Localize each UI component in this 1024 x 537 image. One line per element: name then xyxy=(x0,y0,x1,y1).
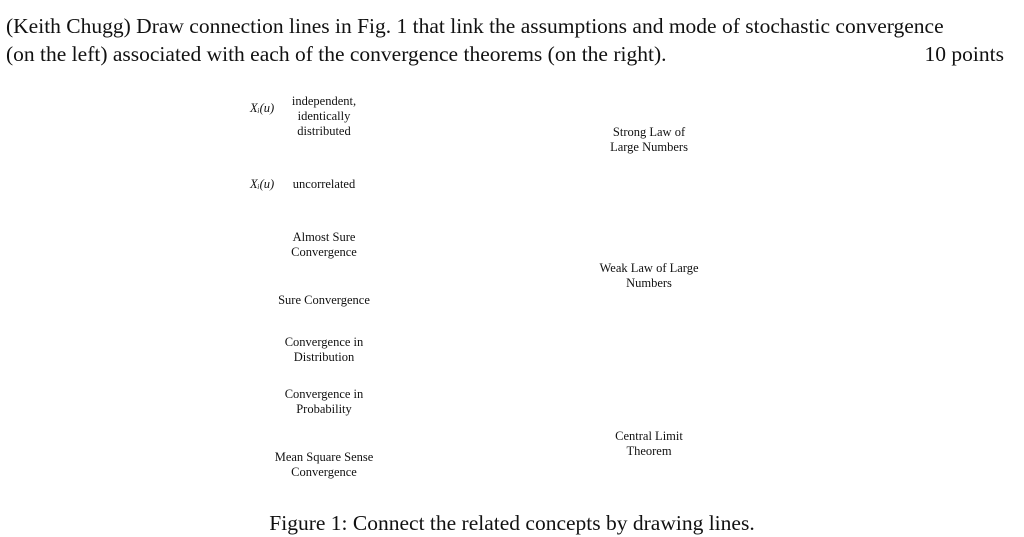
problem-text-line-2: (on the left) associated with each of the convergence theorems (on the right). xyxy=(6,42,667,66)
weak-law-of-large-numbers[interactable]: Weak Law of Large Numbers xyxy=(599,261,699,290)
uncorrelated-variable: Xᵢ(u) xyxy=(250,177,275,191)
convergence-in-distribution[interactable]: Convergence in Distribution xyxy=(284,335,364,364)
almost-sure-convergence[interactable]: Almost Sure Convergence xyxy=(291,230,357,259)
points-label: 10 points xyxy=(924,42,1004,66)
iid-assumption[interactable]: independent, identically distributed xyxy=(291,94,357,138)
uncorrelated-assumption[interactable]: uncorrelated xyxy=(292,177,356,191)
central-limit-theorem[interactable]: Central Limit Theorem xyxy=(615,429,683,458)
sure-convergence[interactable]: Sure Convergence xyxy=(278,293,370,307)
figure-caption: Figure 1: Connect the related concepts by drawing lines. xyxy=(269,511,755,535)
strong-law-of-large-numbers[interactable]: Strong Law of Large Numbers xyxy=(610,125,688,154)
convergence-in-probability[interactable]: Convergence in Probability xyxy=(284,387,364,416)
iid-variable: Xᵢ(u) xyxy=(250,101,275,115)
problem-text-line-1: (Keith Chugg) Draw connection lines in Fig. 1 that link the assumptions and mode of stochastic convergence xyxy=(6,14,944,38)
mean-square-sense-convergence[interactable]: Mean Square Sense Convergence xyxy=(274,450,374,479)
